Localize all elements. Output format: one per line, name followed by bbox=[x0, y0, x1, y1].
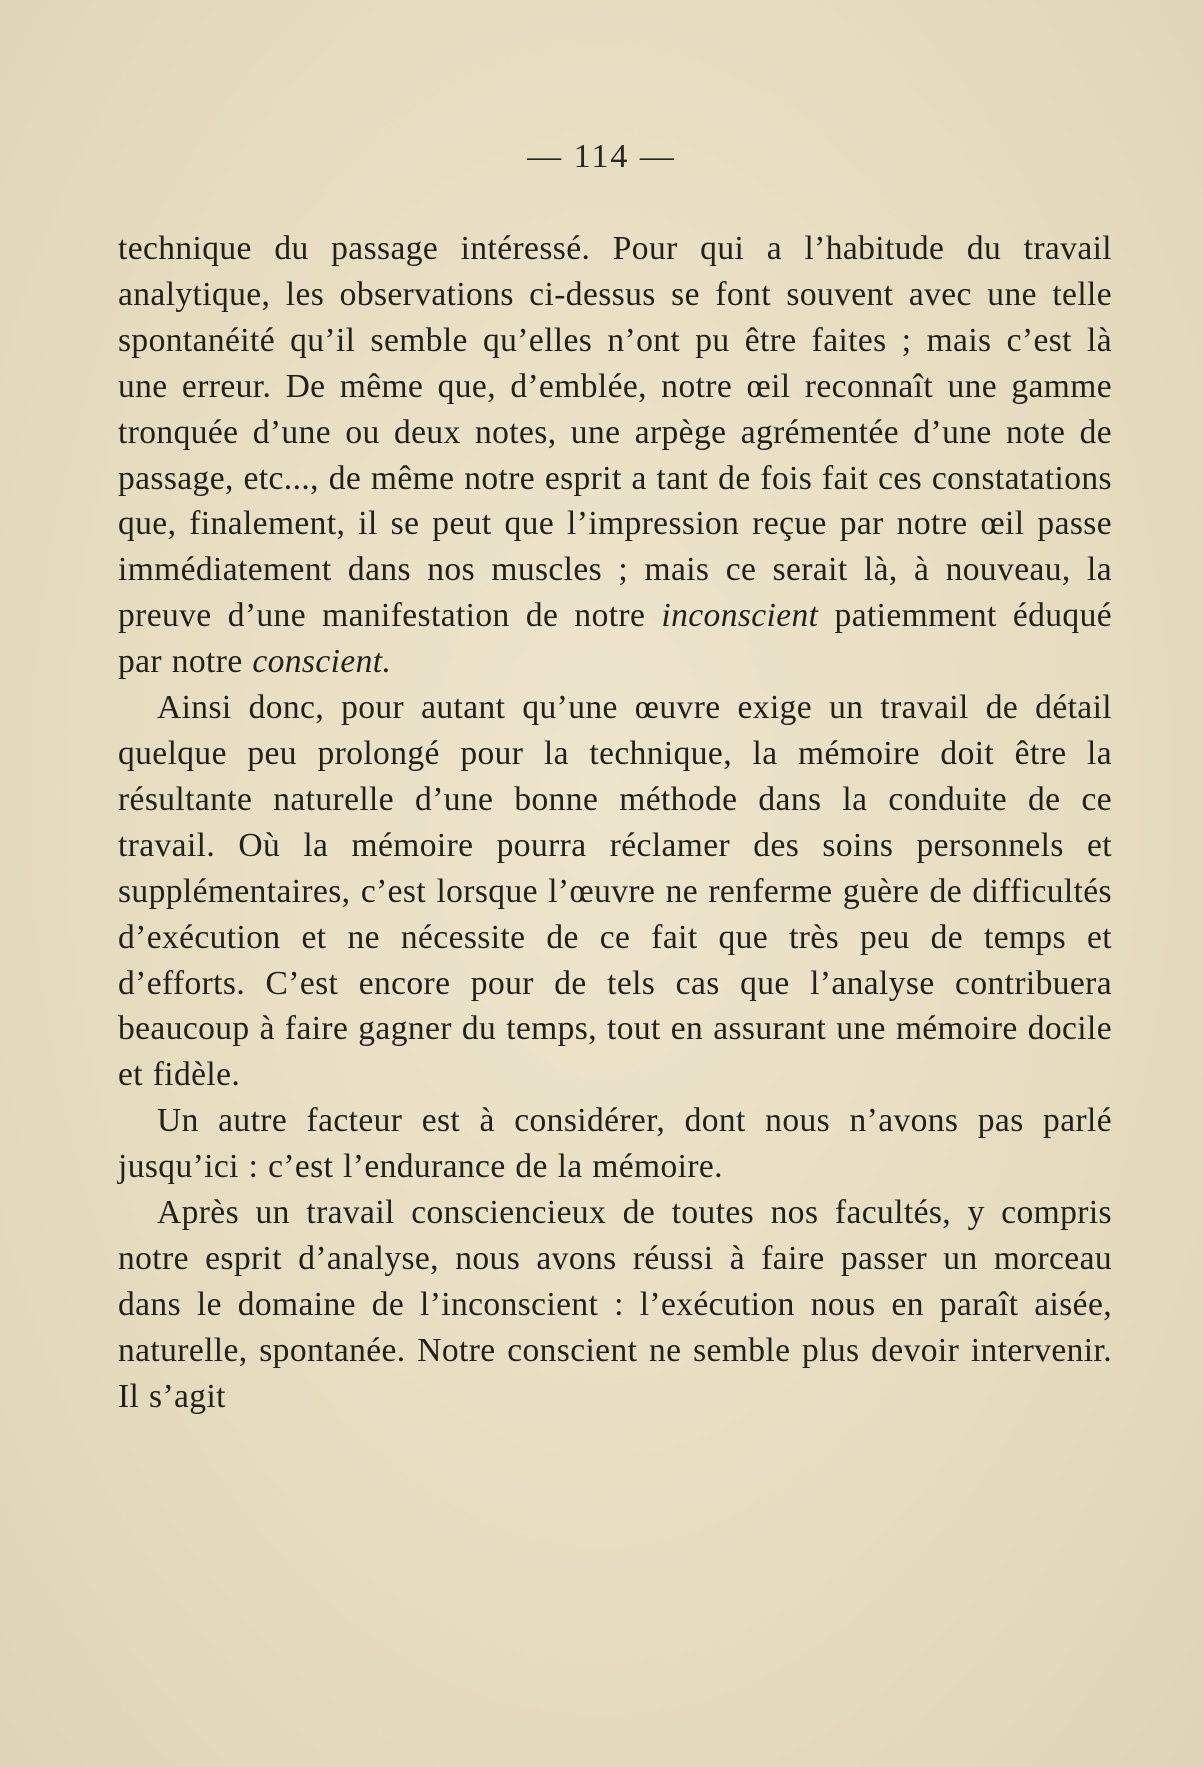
paragraph-4 bbox=[118, 1190, 1112, 1420]
paragraph-1-italic-inconscient: inconscient bbox=[661, 597, 819, 635]
body-text bbox=[118, 226, 1112, 1420]
paragraph-1 bbox=[118, 226, 1112, 685]
paragraph-2-text: Ainsi donc, pour autant qu’une œuvre exige un travail de détail quelque peu prolongé pour la technique, la mémoire doit être la résultante naturelle d’une bonne méthode dans la conduite de ce travail. Où la mémoire pourra réclamer des soins personnels et supplémentaires, c’est lorsque l’œuvre ne renferme guère de difficultés d’exécution et ne nécessite de ce fait que très peu de temps et d’efforts. C’est encore pour de tels cas que l’analyse contribuera beaucoup à faire gagner du temps, tout en assurant une mémoire docile et fidèle. bbox=[118, 689, 1112, 1094]
paragraph-4-text: Après un travail consciencieux de toutes nos facultés, y compris notre esprit d’analyse, nous avons réussi à faire passer un morceau dans le domaine de l’inconscient : l’exécution nous en paraît aisée, naturelle, spontanée. Notre conscient ne semble plus devoir intervenir. Il s’agit bbox=[118, 1194, 1112, 1415]
paragraph-3-text: Un autre facteur est à considérer, dont nous n’avons pas parlé jusqu’ici : c’est l’endurance de la mémoire. bbox=[118, 1102, 1112, 1186]
paragraph-1-text-a: technique du passage intéressé. Pour qui a l’habitude du travail analytique, les observations ci-dessus se font souvent avec une telle spontanéité qu’il semble qu’elles n’ont pu être faites ; mais c’est là une erreur. De même que, d’emblée, notre œil reconnaît une gamme tronquée d’une ou deux notes, une arpège agrémentée d’une note de passage, etc..., de même notre esprit a tant de fois fait ces constatations que, finalement, il se peut que l’impression reçue par notre œil passe immédiatement dans nos muscles ; mais ce serait là, à nouveau, la preuve d’une manifestation de notre bbox=[118, 230, 1112, 635]
page-number: — 114 — bbox=[527, 138, 676, 175]
paragraph-3 bbox=[118, 1098, 1112, 1190]
paragraph-1-text-b: patiemment éduqué par notre bbox=[118, 597, 1112, 681]
paragraph-1-italic-conscient: conscient. bbox=[252, 643, 392, 681]
paragraph-2 bbox=[118, 685, 1112, 1098]
